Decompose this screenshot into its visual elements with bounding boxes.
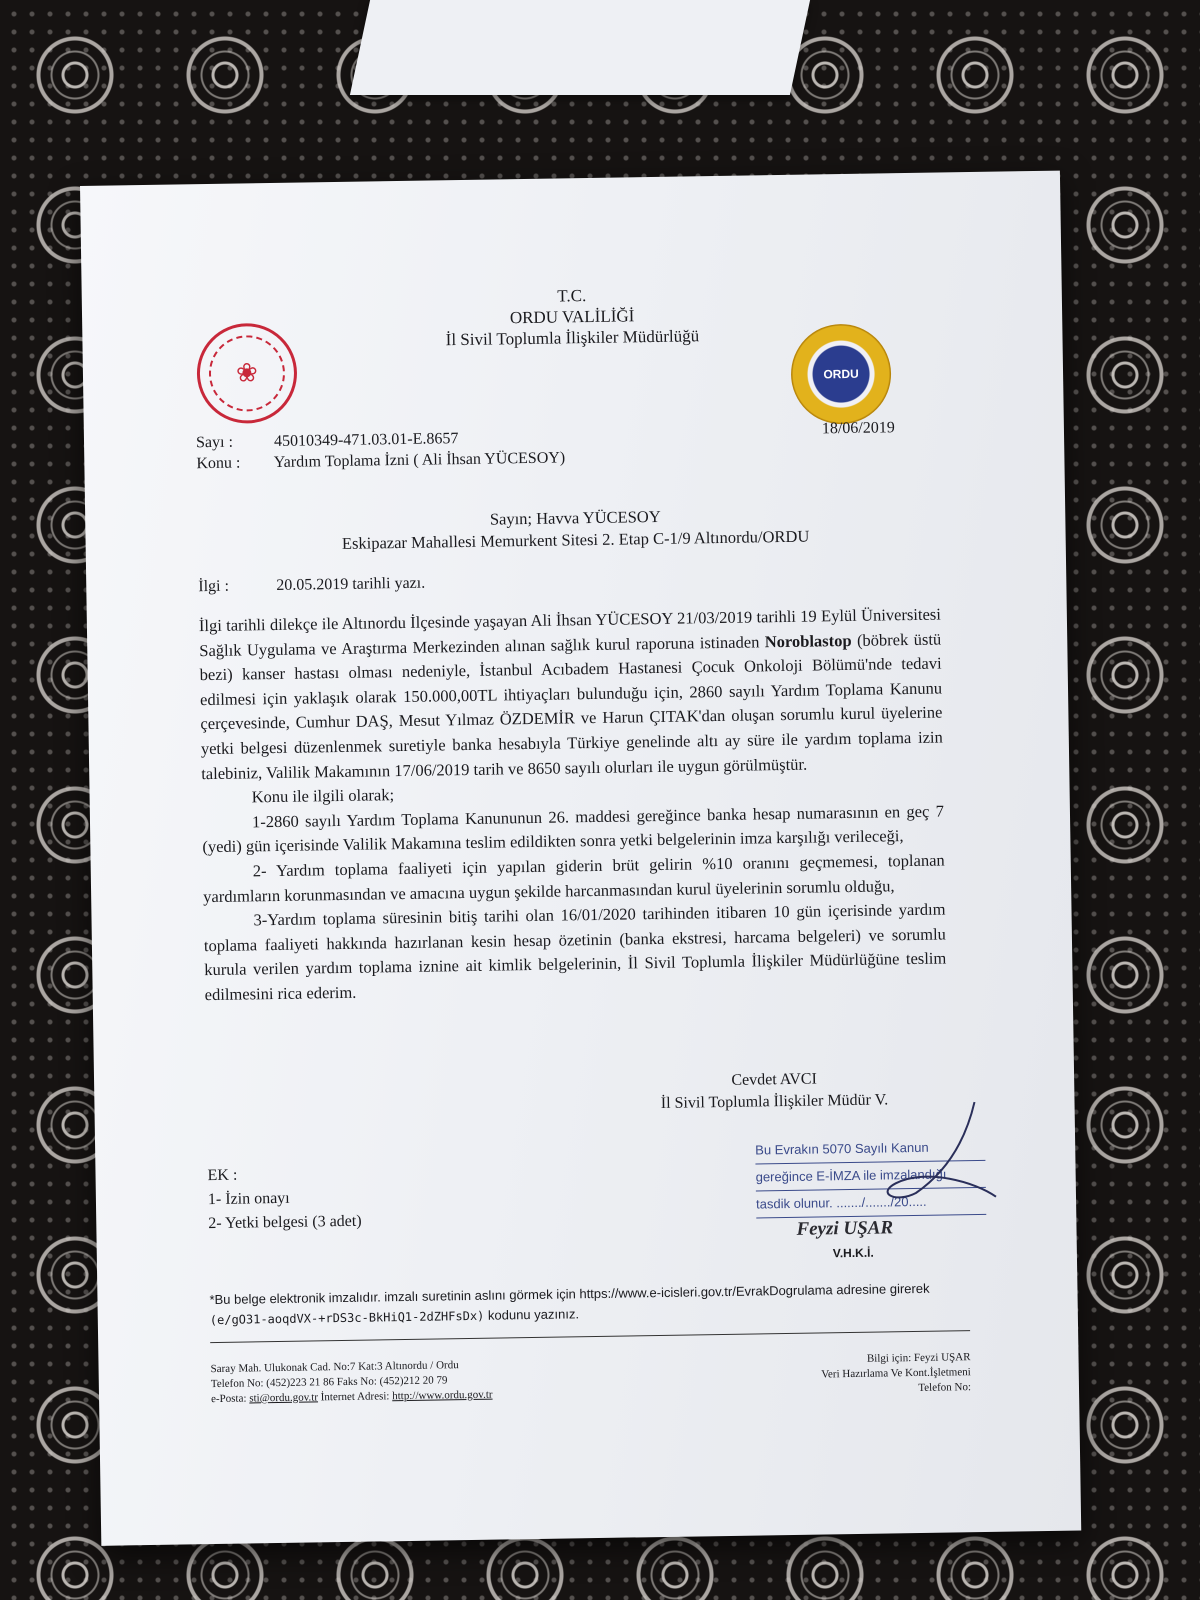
recipient-name: Sayın; Havva YÜCESOY	[489, 506, 661, 529]
konu-row	[196, 449, 565, 473]
ilgi-value: 20.05.2019 tarihli yazı.	[276, 574, 426, 594]
sayi-row	[196, 430, 459, 452]
attachment-item-2: 2- Yetki belgesi (3 adet)	[208, 1212, 362, 1233]
attachments	[207, 1162, 361, 1236]
letter-body	[199, 603, 947, 1008]
body-paragraph-1: İlgi tarihli dilekçe ile Altınordu İlçesinde yaşayan Ali İhsan YÜCESOY 21/03/2019 tarihli 19 Eylül Üniversitesi Sağlık Uygulama ve Araştırma Merkezinden alınan sağlık kurul raporuna istinaden Noroblastop (böbrek üstü bezi) kanser hastası olması nedeniyle, İstanbul Acıbadem Hastanesi Çocuk Onkoloji Bölümü'nde tedavi edilmesi için yaklaşık olarak 150.000,00TL ihtiyaçları bulunduğu için, 2860 sayılı Yardım Toplama Kanunu çerçevesinde, Cumhur DAŞ, Mesut Yılmaz ÖZDEMİR ve Harun ÇITAK'dan oluşan sorumlu kurul üyelerine yetki belgesi düzenlenmek suretiyle banka hesabıyla Türkiye genelinde altı ay süre ile yardım toplama izin talebiniz, Valilik Makamının 17/06/2019 tarih ve 8650 sayılı olurları ile uygun görülmüştür.	[198, 604, 943, 783]
footer-phone: Telefon No: (452)223 21 86 Faks No: (452)212 20 79	[210, 1374, 448, 1391]
konu-label: Konu :	[196, 454, 241, 473]
paper-scrap	[350, 0, 810, 95]
recipient-address: Eskipazar Mahallesi Memurkent Sitesi 2. Etap C-1/9 Altınordu/ORDU	[341, 526, 810, 553]
signature-flourish-icon	[854, 1092, 1006, 1214]
stamp-line-2: gereğince E-İMZA ile imzalandığı	[755, 1161, 985, 1192]
body-paragraph-3: 1-2860 sayılı Yardım Toplama Kanununun 26. maddesi gereğince banka hesap numarasının en geç 7 (yedi) gün içerisinde Valilik Makamına teslim edildikten sonra yetki belgelerinin imza karşılığı verileceği,	[202, 801, 945, 857]
body-paragraph-5: 3-Yardım toplama süresinin bitiş tarihi olan 16/01/2020 tarihinden itibaren 10 gün içerisinde yardım toplama faaliyeti hakkında hazırlanan kesin hesap özetinin (banka ekstresi, harcama belgeleri) ve sorumlu kurula verilen yardım toplama iznine ait kimlik belgelerinin, İl Sivil Toplumla İlişkiler Müdürlüğüne teslim edilmesini rica ederim.	[203, 899, 947, 1005]
footer-email-web: e-Posta: sti@ordu.gov.tr İnternet Adresi: http://www.ordu.gov.tr	[210, 1388, 493, 1406]
footer-info-2: Veri Hazırlama Ve Kont.İşletmeni	[821, 1366, 971, 1381]
footer-info-1: Bilgi için: Feyzi UŞAR	[866, 1351, 971, 1365]
body-paragraph-4: 2- Yardım toplama faaliyeti için yapılan giderin brüt gelirin %10 oranını geçmemesi, toplanan yardımların korunmasından ve amacına uygun şekilde harcanmasından kurul üyelerinin sorumlu olduğu,	[203, 850, 945, 906]
ordu-valiligi-emblem-icon	[790, 323, 892, 425]
header-mudurluk: İl Sivil Toplumla İlişkiler Müdürlüğü	[445, 326, 700, 350]
stamp-signer: Feyzi UŞAR	[796, 1217, 894, 1240]
signer-title: İl Sivil Toplumla İlişkiler Müdür V.	[660, 1091, 889, 1112]
footer-address: Saray Mah. Ulukonak Cad. No:7 Kat:3 Altınordu / Ordu	[210, 1359, 459, 1376]
attachment-item-1: 1- İzin onayı	[207, 1189, 290, 1209]
ilgi-label: İlgi :	[198, 577, 230, 596]
konu-value: Yardım Toplama İzni ( Ali İhsan YÜCESOY)	[273, 449, 566, 471]
emblem-text: ORDU	[823, 366, 859, 382]
stamp-signer-title: V.H.K.İ.	[832, 1245, 874, 1261]
stamp-line-3: tasdik olunur. ......./......./20.....	[756, 1188, 986, 1219]
letter-date: 18/06/2019	[821, 419, 895, 438]
official-letter	[80, 171, 1081, 1546]
ilgi-row	[198, 575, 425, 597]
body-paragraph-2: Konu ile ilgili olarak;	[251, 785, 395, 807]
ministry-seal-icon: ❀	[196, 323, 298, 425]
stamp-line-1: Bu Evrakın 5070 Sayılı Kanun	[755, 1134, 985, 1165]
footer-divider	[210, 1330, 970, 1343]
footer-info	[738, 1350, 971, 1399]
signer-name: Cevdet AVCI	[731, 1070, 817, 1089]
e-signature-note: *Bu belge elektronik imzalıdır. imzalı suretinin aslını görmek için https://www.e-icisleri.gov.tr/EvrakDogrulama adresine girerek (e/gO31-aoqdVX-+rDS3c-BkHiQ1-2dZHFsDx) kodunu yazınız.	[209, 1280, 930, 1328]
sayi-label: Sayı :	[195, 433, 234, 452]
footer-email-link[interactable]: sti@ordu.gov.tr	[249, 1391, 319, 1405]
footer-contact	[210, 1358, 492, 1407]
diagnosis-bold: Noroblastop	[764, 630, 852, 651]
header-tc: T.C.	[557, 286, 587, 306]
verification-code: (e/gO31-aoqdVX-+rDS3c-BkHiQ1-2dZHFsDx)	[209, 1308, 485, 1328]
attachments-label: EK :	[207, 1166, 238, 1185]
footer-web-link[interactable]: http://www.ordu.gov.tr	[392, 1388, 493, 1403]
header-ordu-valiligi: ORDU VALİLİĞİ	[509, 306, 635, 328]
sayi-value: 45010349-471.03.01-E.8657	[273, 430, 459, 450]
footer-info-3: Telefon No:	[918, 1381, 972, 1394]
